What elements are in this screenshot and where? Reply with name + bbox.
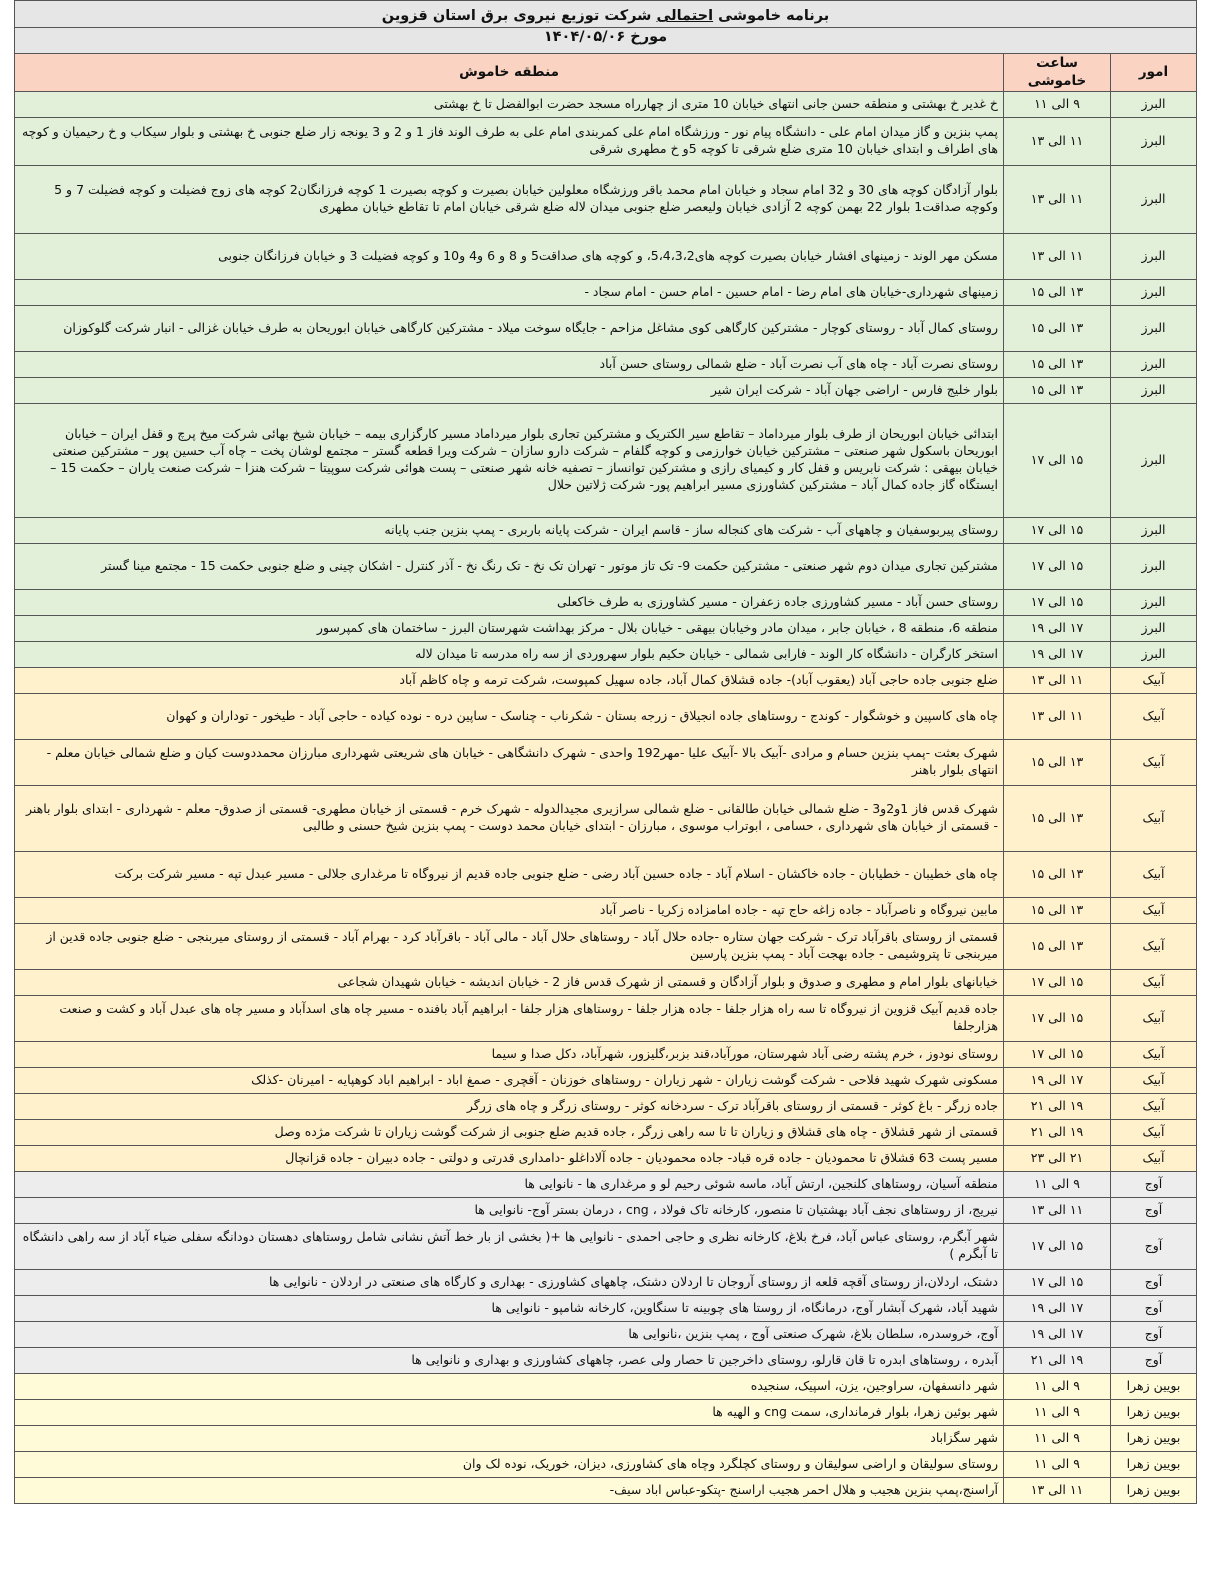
division-cell: آبیک: [1111, 667, 1197, 693]
division-cell: بویین زهرا: [1111, 1451, 1197, 1477]
division-cell: آبیک: [1111, 1067, 1197, 1093]
time-cell: ۲۱ الی ۲۳: [1004, 1145, 1111, 1171]
column-header-time: ساعت خاموشی: [1004, 54, 1111, 91]
area-cell: روستای نصرت آباد - چاه های آب نصرت آباد - ضلع شمالی روستای حسن آباد: [15, 351, 1004, 377]
time-cell: ۱۱ الی ۱۳: [1004, 1197, 1111, 1223]
table-row: [15, 851, 1197, 897]
division-cell: البرز: [1111, 91, 1197, 117]
column-header-division: امور: [1111, 54, 1197, 91]
time-cell: ۱۷ الی ۱۹: [1004, 615, 1111, 641]
table-row: [15, 165, 1197, 233]
time-cell: ۱۵ الی ۱۷: [1004, 1223, 1111, 1269]
area-cell: روستای نودوز ، خرم پشته رضی آباد شهرستان، مورآباد،قند بزبر،گلیزور، شهرآباد، دکل صدا و سیما: [15, 1041, 1004, 1067]
time-cell: ۹ الی ۱۱: [1004, 1451, 1111, 1477]
table-row: [15, 351, 1197, 377]
table-row: [15, 1171, 1197, 1197]
division-cell: آبیک: [1111, 785, 1197, 851]
time-cell: ۱۹ الی ۲۱: [1004, 1119, 1111, 1145]
division-cell: آبیک: [1111, 995, 1197, 1041]
time-cell: ۱۷ الی ۱۹: [1004, 1067, 1111, 1093]
area-cell: جاده زرگر - باغ کوثر - قسمتی از روستای باقرآباد ترک - سردخانه کوثر - روستای زرگر و چاه های زرگر: [15, 1093, 1004, 1119]
division-cell: آبیک: [1111, 969, 1197, 995]
table-row: [15, 517, 1197, 543]
table-row: [15, 1269, 1197, 1295]
area-cell: ضلع جنوبی جاده حاجی آباد (یعقوب آباد)- جاده قشلاق کمال آباد، جاده سهیل کمپوست، شرکت ترمه و چاه کاظم آباد: [15, 667, 1004, 693]
time-cell: ۱۵ الی ۱۷: [1004, 1269, 1111, 1295]
area-cell: روستای سولیقان و اراضی سولیقان و روستای کچلگرد وچاه های کشاورزی، دیزان، خوریک، نوده لک وان: [15, 1451, 1004, 1477]
division-cell: آوج: [1111, 1171, 1197, 1197]
time-cell: ۱۱ الی ۱۳: [1004, 667, 1111, 693]
area-cell: روستای حسن آباد - مسیر کشاورزی جاده زعفران - مسیر کشاورزی به طرف خاکعلی: [15, 589, 1004, 615]
division-cell: آبیک: [1111, 693, 1197, 739]
title-emphasis: احتمالی: [656, 8, 714, 24]
time-cell: ۱۳ الی ۱۵: [1004, 739, 1111, 785]
title-row: [15, 1, 1197, 28]
area-cell: خیابانهای بلوار امام و مطهری و صدوق و بلوار آزادگان و قسمتی از شهرک قدس فاز 2 - خیابان اندیشه - خیابان شهیدان شجاعی: [15, 969, 1004, 995]
area-cell: آوج، خروسدره، سلطان بلاغ، شهرک صنعتی آوج ، پمپ بنزین ،نانوایی ها: [15, 1321, 1004, 1347]
division-cell: آوج: [1111, 1347, 1197, 1373]
schedule-rows: [15, 91, 1197, 1503]
outage-schedule-table: [14, 0, 1197, 1504]
schedule-date: مورخ ۱۴۰۴/۰۵/۰۶: [15, 27, 1197, 54]
division-cell: آبیک: [1111, 739, 1197, 785]
division-cell: آوج: [1111, 1223, 1197, 1269]
date-row: [15, 27, 1197, 54]
table-row: [15, 279, 1197, 305]
table-row: [15, 969, 1197, 995]
table-row: [15, 1197, 1197, 1223]
area-cell: مسکونی شهرک شهید فلاحی - شرکت گوشت زیاران - شهر زیاران - روستاهای خوزنان - آقچری - صمغ اباد - ابراهیم اباد کوهپایه - امیرنان -کذلک: [15, 1067, 1004, 1093]
time-cell: ۱۳ الی ۱۵: [1004, 923, 1111, 969]
table-row: [15, 785, 1197, 851]
time-cell: ۱۱ الی ۱۳: [1004, 1477, 1111, 1503]
area-cell: زمینهای شهرداری-خیابان های امام رضا - امام حسین - امام حسن - امام سجاد -: [15, 279, 1004, 305]
division-cell: البرز: [1111, 233, 1197, 279]
table-row: [15, 305, 1197, 351]
area-cell: شهرک بعثت -پمپ بنزین حسام و مرادی -آبیک بالا -آبیک علیا -مهر192 واحدی - شهرک دانشگاهی - خیابان های شریعتی شهرداری مبارزان محمددوست کیان و ضلع شمالی خیابان معلم - انتهای بلوار باهنر: [15, 739, 1004, 785]
area-cell: نیریج، از روستاهای نجف آباد بهشتیان تا منصور، کارخانه تاک فولاد ، cng ، درمان بستر آوج- نانوایی ها: [15, 1197, 1004, 1223]
area-cell: قسمتی از روستای باقرآباد ترک - شرکت جهان ستاره -جاده حلال آباد - روستاهای حلال آباد - مالی آباد - باقرآباد کرد - بهرام آباد - قسمتی از روستای میربنجی - ضلع جنوبی جاده قدین از میربنجی تا پتروشیمی - جاده بهجت آباد - پمپ بنزین پارسین: [15, 923, 1004, 969]
time-cell: ۹ الی ۱۱: [1004, 1373, 1111, 1399]
area-cell: شهر بوئین زهرا، بلوار فرمانداری، سمت cng و الهیه ها: [15, 1399, 1004, 1425]
division-cell: بویین زهرا: [1111, 1477, 1197, 1503]
area-cell: مسیر پست 63 قشلاق تا محمودیان - جاده قره قباد- جاده محمودیان - جاده آلاداغلو -دامداری قدرتی و دولتی - جاده دبیران - جاده قزانچال: [15, 1145, 1004, 1171]
area-cell: شهر آبگرم، روستای عباس آباد، فرخ بلاغ، کارخانه نظری و حاجی احمدی - نانوایی ها +( بخشی از بار خط آتش نشانی شامل روستاهای دهستان دودانگه سفلی ضیاء آباد از سه راهی دانشگاه تا آبگرم ): [15, 1223, 1004, 1269]
table-row: [15, 1093, 1197, 1119]
division-cell: البرز: [1111, 377, 1197, 403]
division-cell: آبیک: [1111, 1145, 1197, 1171]
division-cell: بویین زهرا: [1111, 1425, 1197, 1451]
area-cell: شهرک قدس فاز 1و2و3 - ضلع شمالی خیابان طالقانی - ضلع شمالی سرازیری مجیدالدوله - شهرک خرم - قسمتی از خیابان مطهری- قسمتی از صدوق- معلم - شهرداری - ابتدای بلوار باهنر - قسمتی از خیابان های شهرداری ، حسامی ، ابوتراب موسوی ، مبارزان - ابتدای خیابان محمد دوست - پمپ بنزین شیخ حسنی و طالبی: [15, 785, 1004, 851]
division-cell: بویین زهرا: [1111, 1399, 1197, 1425]
division-cell: البرز: [1111, 517, 1197, 543]
area-cell: چاه های خطیبان - خطیابان - جاده خاکشان - اسلام آباد - جاده حسین آباد رضی - ضلع جنوبی جاده قدیم از نیروگاه تا مرغداری جلالی - مسیر عبدل تپه - مسیر شرکت برکت: [15, 851, 1004, 897]
division-cell: آوج: [1111, 1197, 1197, 1223]
table-row: [15, 589, 1197, 615]
column-header-row: [15, 54, 1197, 91]
outage-schedule-page: [15, 0, 1197, 1504]
time-cell: ۹ الی ۱۱: [1004, 1425, 1111, 1451]
division-cell: آبیک: [1111, 1041, 1197, 1067]
division-cell: آوج: [1111, 1321, 1197, 1347]
area-cell: بلوار خلیج فارس - اراضی جهان آباد - شرکت ایران شیر: [15, 377, 1004, 403]
area-cell: شهید آباد، شهرک آبشار آوج، درمانگاه، از روستا های چوبینه تا سنگاوین، کارخانه شامپو - نانوایی ها: [15, 1295, 1004, 1321]
table-row: [15, 1295, 1197, 1321]
time-cell: ۱۵ الی ۱۷: [1004, 517, 1111, 543]
time-cell: ۱۳ الی ۱۵: [1004, 279, 1111, 305]
division-cell: البرز: [1111, 589, 1197, 615]
time-cell: ۱۳ الی ۱۵: [1004, 897, 1111, 923]
time-cell: ۱۱ الی ۱۳: [1004, 233, 1111, 279]
division-cell: آوج: [1111, 1269, 1197, 1295]
table-row: [15, 403, 1197, 517]
area-cell: مسکن مهر الوند - زمینهای افشار خیابان بصیرت کوچه های5،4،3،2، و کوچه های صداقت5 و 8 و 6 و4 و10 و کوچه فضیلت 3 و خیابان فرزانگان جنوبی: [15, 233, 1004, 279]
table-row: [15, 1321, 1197, 1347]
table-row: [15, 897, 1197, 923]
table-row: [15, 91, 1197, 117]
time-cell: ۱۵ الی ۱۷: [1004, 969, 1111, 995]
table-row: [15, 1373, 1197, 1399]
area-cell: مابین نیروگاه و ناصرآباد - جاده زاغه حاج تپه - جاده امامزاده زکریا - ناصر آباد: [15, 897, 1004, 923]
table-row: [15, 1119, 1197, 1145]
table-row: [15, 641, 1197, 667]
division-cell: البرز: [1111, 403, 1197, 517]
page-title: [15, 1, 1197, 28]
area-cell: ابتدائی خیابان ابوریحان از طرف بلوار میرداماد – تقاطع سیر الکتریک و مشترکین تجاری بلوار میرداماد مسیر کارگزاری بیمه – خیابان شیخ بهائی شرکت میخ پرچ و قفل ایران – خیابان ابوریحان باسکول شهر صنعتی – مشترکین خیابان خوارزمی و کوچه گلفام – شرکت دارو سازان – شرکت ویرا قطعه گستر – مجتمع لوشان پخت – چاه آب حسین پور – مشترکین صنعتی خیابان بیهقی : شرکت نابریس و قفل کار و کیمیای رازی و مشترکین توانساز – تصفیه خانه شهر صنعتی – پست هوائی شرکت سوپیتا – شرکت هنزا – شرکت صنعت یاران – حکمت 15 – ایستگاه گاز جاده کمال آباد – مشترکین کشاورزی مسیر ابراهیم پور- شرکت ژلاتین حلال: [15, 403, 1004, 517]
area-cell: شهر سگزاباد: [15, 1425, 1004, 1451]
area-cell: شهر دانسفهان، سراوجین، یزن، اسپیک، سنجیده: [15, 1373, 1004, 1399]
time-cell: ۱۷ الی ۱۹: [1004, 1295, 1111, 1321]
time-cell: ۱۳ الی ۱۵: [1004, 305, 1111, 351]
division-cell: آبیک: [1111, 1093, 1197, 1119]
time-cell: ۱۱ الی ۱۳: [1004, 165, 1111, 233]
time-cell: ۹ الی ۱۱: [1004, 1399, 1111, 1425]
table-row: [15, 1145, 1197, 1171]
table-row: [15, 1067, 1197, 1093]
table-row: [15, 1399, 1197, 1425]
table-row: [15, 923, 1197, 969]
area-cell: قسمتی از شهر قشلاق - چاه های قشلاق و زیاران تا تا سه راهی زرگر ، جاده قدیم ضلع جنوبی از شرکت گوشت زیاران تا شرکت مژده وصل: [15, 1119, 1004, 1145]
time-cell: ۱۹ الی ۲۱: [1004, 1347, 1111, 1373]
area-cell: روستای کمال آباد - روستای کوچار - مشترکین کارگاهی کوی مشاغل مزاحم - جایگاه سوخت میلاد - مشترکین کارگاهی خیابان ابوریحان به طرف خیابان غزالی - انبار شرکت گلوکوزان: [15, 305, 1004, 351]
division-cell: البرز: [1111, 117, 1197, 165]
area-cell: روستای پیربوسفیان و چاههای آب - شرکت های کنجاله ساز - قاسم ایران - شرکت پایانه باربری - پمپ بنزین جنب پایانه: [15, 517, 1004, 543]
table-row: [15, 1347, 1197, 1373]
title-prefix: برنامه خاموشی: [713, 8, 830, 24]
division-cell: البرز: [1111, 165, 1197, 233]
title-suffix: شرکت توزیع نیروی برق استان قزوین: [381, 8, 657, 24]
area-cell: چاه های کاسپین و خوشگوار - کوندج - روستاهای جاده انجیلاق - زرجه بستان - شکرناب - چناسک - ساپین دره - نوده کیاده - حاجی آباد - طیخور - توداران و کهوان: [15, 693, 1004, 739]
time-cell: ۱۵ الی ۱۷: [1004, 995, 1111, 1041]
area-cell: دشتک، اردلان،از روستای آقچه قلعه از روستای آروجان تا اردلان دشتک، چاههای کشاورزی - بهداری و کارگاه های صنعتی در اردلان - نانوایی ها: [15, 1269, 1004, 1295]
area-cell: پمپ بنزین و گاز میدان امام علی - دانشگاه پیام نور - ورزشگاه امام علی کمربندی امام علی به طرف الوند فاز 1 و 2 و 3 یونجه زار ضلع جنوبی خ بهشتی و بلوار سیکاب و خ رحیمیان و کوچه های اطراف و ابتدای خیابان 10 متری ضلع شرقی تا کوچه 5و خ مطهری شرقی: [15, 117, 1004, 165]
table-row: [15, 615, 1197, 641]
division-cell: البرز: [1111, 305, 1197, 351]
time-cell: ۱۹ الی ۲۱: [1004, 1093, 1111, 1119]
division-cell: البرز: [1111, 351, 1197, 377]
division-cell: آبیک: [1111, 897, 1197, 923]
time-cell: ۱۳ الی ۱۵: [1004, 377, 1111, 403]
division-cell: بویین زهرا: [1111, 1373, 1197, 1399]
table-row: [15, 377, 1197, 403]
area-cell: منطقه آسیان، روستاهای کلنجین، ارتش آباد، ماسه شوئی رحیم لو و مرغداری ها - نانوایی ها: [15, 1171, 1004, 1197]
time-cell: ۱۷ الی ۱۹: [1004, 641, 1111, 667]
time-cell: ۱۳ الی ۱۵: [1004, 351, 1111, 377]
area-cell: خ غدیر خ بهشتی و منطقه حسن جانی انتهای خیابان 10 متری از چهارراه مسجد حضرت ابوالفضل تا خ بهشتی: [15, 91, 1004, 117]
division-cell: البرز: [1111, 641, 1197, 667]
time-cell: ۱۱ الی ۱۳: [1004, 693, 1111, 739]
table-row: [15, 667, 1197, 693]
time-cell: ۱۳ الی ۱۵: [1004, 851, 1111, 897]
area-cell: آراسنج،پمپ بنزین هجیب و هلال احمر هجیب اراسنج -پتکو-عباس اباد سیف-: [15, 1477, 1004, 1503]
time-cell: ۱۳ الی ۱۵: [1004, 785, 1111, 851]
table-row: [15, 1425, 1197, 1451]
division-cell: البرز: [1111, 543, 1197, 589]
time-cell: ۱۵ الی ۱۷: [1004, 589, 1111, 615]
division-cell: آبیک: [1111, 923, 1197, 969]
time-cell: ۹ الی ۱۱: [1004, 91, 1111, 117]
table-row: [15, 693, 1197, 739]
time-cell: ۹ الی ۱۱: [1004, 1171, 1111, 1197]
division-cell: آبیک: [1111, 1119, 1197, 1145]
division-cell: البرز: [1111, 615, 1197, 641]
table-row: [15, 233, 1197, 279]
area-cell: منطقه 6، منطقه 8 ، خیابان جابر ، میدان مادر وخیابان بیهقی - خیابان بلال - مرکز بهداشت شهرستان البرز - ساختمان های کمپرسور: [15, 615, 1004, 641]
table-row: [15, 739, 1197, 785]
table-row: [15, 117, 1197, 165]
table-row: [15, 1041, 1197, 1067]
column-header-area: منطقه خاموش: [15, 54, 1004, 91]
division-cell: آبیک: [1111, 851, 1197, 897]
area-cell: مشترکین تجاری میدان دوم شهر صنعتی - مشترکین حکمت 9- تک تاز موتور - تهران تک نخ - تک رنگ نخ - آذر کنترل - اشکان چینی و ضلع جنوبی حکمت 15 - مجتمع مینا گستر: [15, 543, 1004, 589]
time-cell: ۱۱ الی ۱۳: [1004, 117, 1111, 165]
area-cell: استخر کارگران - دانشگاه کار الوند - فارابی شمالی - خیابان حکیم بلوار سهروردی از سه راه مدرسه تا میدان لاله: [15, 641, 1004, 667]
division-cell: آوج: [1111, 1295, 1197, 1321]
time-cell: ۱۵ الی ۱۷: [1004, 1041, 1111, 1067]
table-row: [15, 1223, 1197, 1269]
division-cell: البرز: [1111, 279, 1197, 305]
table-row: [15, 1477, 1197, 1503]
time-cell: ۱۵ الی ۱۷: [1004, 403, 1111, 517]
table-row: [15, 543, 1197, 589]
time-cell: ۱۷ الی ۱۹: [1004, 1321, 1111, 1347]
table-row: [15, 995, 1197, 1041]
table-row: [15, 1451, 1197, 1477]
area-cell: آبدره ، روستاهای ابدره تا قان قارلو، روستای داخرجین تا حصار ولی عصر، چاههای کشاورزی و بهداری و نانوایی ها: [15, 1347, 1004, 1373]
area-cell: جاده قدیم آبیک قزوین از نیروگاه تا سه راه هزار جلفا - جاده هزار جلفا - روستاهای هزار جلفا - ابراهیم آباد بافنده - مسیر چاه های اسدآباد و مسیر چاه های عبدل آباد و کشت و صنعت هزارجلفا: [15, 995, 1004, 1041]
time-cell: ۱۵ الی ۱۷: [1004, 543, 1111, 589]
area-cell: بلوار آزادگان کوچه های 30 و 32 امام سجاد و خیابان امام محمد باقر ورزشگاه معلولین خیابان بصیرت و کوچه بصیرت 1 کوچه فرزانگان2 کوچه های زوج فضیلت و کوچه فضیلت 7 و 5 وکوچه صداقت1 بلوار 22 بهمن کوچه 2 آزادی خیابان ولیعصر ضلع جنوبی میدان لاله ضلع شرقی خیابان امام تا تقاطع خیابان مطهری: [15, 165, 1004, 233]
